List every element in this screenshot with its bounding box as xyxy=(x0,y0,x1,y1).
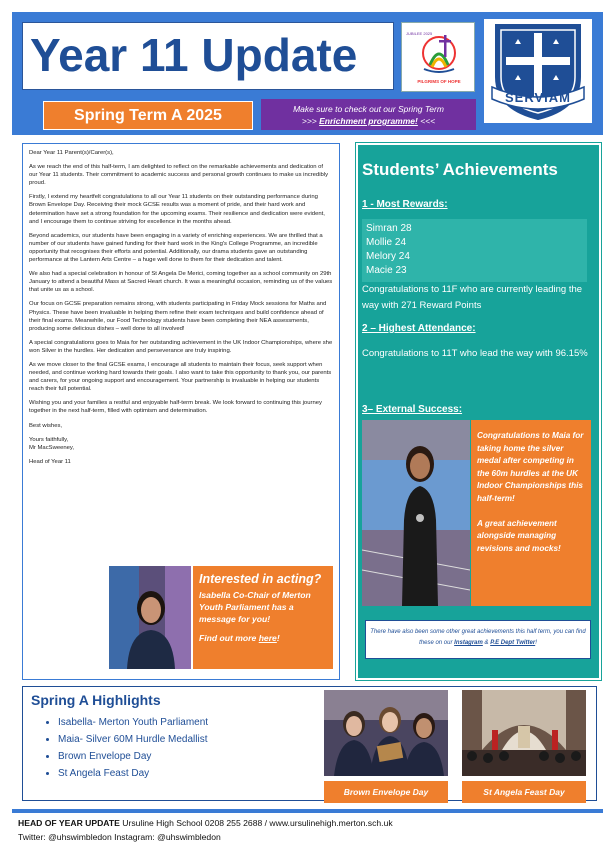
other-achievements-box xyxy=(365,620,591,659)
letter-paragraph: A special congratulations goes to Maia for her outstanding achievement in the UK Indoor Championships, where she won Silver in the hurdles. Her dedication and perseverance are truly inspiring. xyxy=(29,339,333,354)
letter-role: Head of Year 11 xyxy=(29,458,71,465)
other-end: ! xyxy=(535,640,537,646)
acting-cta: Find out more xyxy=(199,633,259,643)
school-crest xyxy=(484,19,592,123)
crest-motto: SERVIAM xyxy=(505,90,571,105)
reward-entry: Mollie 24 xyxy=(366,237,407,248)
footer-divider xyxy=(12,809,603,813)
maia-photo xyxy=(362,420,470,606)
enrichment-prefix: >>> xyxy=(301,116,320,126)
pilgrim-logo-year: JUBILEE 2025 xyxy=(406,31,433,36)
other-achievements-text: There have also been some other great achievements this half term, you can find these on our xyxy=(370,629,586,646)
highlight-item: • St Angela Feast Day xyxy=(58,765,208,782)
letter-yours: Yours faithfully, xyxy=(29,436,69,443)
st-angela-caption: St Angela Feast Day xyxy=(462,781,586,803)
reward-entry: Macie 23 xyxy=(366,265,407,276)
footer-social: Twitter: @uhswimbledon Instagram: @uhswimbledon xyxy=(18,832,221,842)
letter-paragraph: We also had a special celebration in honour of St Angela De Merici, coming together as a school community on 29th January to attend a beautiful Mass at Sacred Heart church. It was a meaningful occasion, reminding us of the values that unite us as a school. xyxy=(29,271,333,294)
reward-entry: Melory 24 xyxy=(366,251,410,262)
highlights-list xyxy=(46,714,208,782)
attendance-heading: 2 – Highest Attendance: xyxy=(362,323,476,334)
highlight-item: • Brown Envelope Day xyxy=(58,748,208,765)
achievements-title: Students’ Achievements xyxy=(362,160,558,179)
other-and: & xyxy=(482,640,491,646)
letter-paragraph: Beyond academics, our students have been engaging in a variety of enriching experiences. We are thrilled that a number of our students have gained funding for their hard work in the King's College Programme, an incredible opportunity that recognises their efforts and potential. Additionally, our drama students gave an outstanding performance at the Lantern Arts Centre – a huge well done to them for their dedication and talent. xyxy=(29,232,323,264)
footer xyxy=(18,816,393,844)
isabella-photo xyxy=(109,566,191,669)
maia-achievement: A great achievement alongside managing revisions and mocks! xyxy=(477,518,561,553)
brown-envelope-day-photo xyxy=(324,690,448,798)
maia-congrats: Congratulations to Maia for taking home the silver medal after competing in the 60m hurdles at the UK Indoor Championships this half-term! xyxy=(477,431,584,503)
letter-paragraph: Firstly, I extend my heartfelt congratulations to all our Year 11 students on their outstanding performance during Brown Envelope Day. Receiving their mock GCSE results was a moment of pride, and their hard work and determination have set a strong foundation for the upcoming exams. Their resilience and dedication were evident, and I encourage them to continue striving for excellence in the months ahead. xyxy=(29,194,325,225)
page-title: Year 11 Update xyxy=(30,29,358,81)
reward-entry: Simran 28 xyxy=(366,223,412,234)
acting-cta-end: ! xyxy=(276,633,280,643)
rewards-congrats: Congratulations to 11F who are currently leading the way with 271 Reward Points xyxy=(362,284,583,311)
highlights-title: Spring A Highlights xyxy=(31,692,161,708)
brown-envelope-caption: Brown Envelope Day xyxy=(324,781,448,803)
instagram-link[interactable]: Instagram xyxy=(454,640,483,646)
pilgrims-of-hope-logo xyxy=(401,22,475,92)
acting-heading: Interested in acting? xyxy=(199,572,322,586)
pe-twitter-link[interactable]: P.E Dept Twitter xyxy=(490,640,536,646)
rewards-list xyxy=(366,222,412,278)
maia-callout xyxy=(471,420,591,606)
enrichment-banner xyxy=(261,99,476,130)
acting-body: Isabella Co-Chair of Merton Youth Parliament has a message for you! xyxy=(199,590,311,624)
pilgrim-logo-caption: PILGRIMS OF HOPE xyxy=(417,79,461,84)
acting-here-link[interactable]: here xyxy=(258,633,277,643)
letter-signoff: Best wishes, xyxy=(29,422,63,429)
attendance-congrats: Congratulations to 11T who lead the way with 96.15% xyxy=(362,348,588,359)
st-angela-feast-photo xyxy=(462,690,586,798)
enrichment-link[interactable]: Enrichment programme! xyxy=(319,116,418,126)
letter-paragraph: As we reach the end of this half-term, I am delighted to reflect on the remarkable achievements and dedication of our Year 11 students. Their commitment to academic success and personal growth continues to make us incredibly proud. xyxy=(29,164,329,187)
highlight-item: • Isabella- Merton Youth Parliament xyxy=(58,714,208,731)
enrichment-text: Make sure to check out our Spring Term xyxy=(293,104,444,114)
most-rewards-heading: 1 - Most Rewards: xyxy=(362,199,448,210)
letter-name: Mr MacSweeney, xyxy=(29,444,75,451)
enrichment-suffix: <<< xyxy=(417,116,436,126)
footer-contact: Ursuline High School 0208 255 2688 / www.ursulinehigh.merton.sch.uk xyxy=(119,818,393,828)
highlight-item: • Maia- Silver 60M Hurdle Medallist xyxy=(58,731,208,748)
letter-paragraph: As we move closer to the final GCSE exams, I encourage all students to maintain their focus, seek support when needed, and continue working hard towards their goals. I also want to take this opportunity to thank you, our parents and carers, for your ongoing support and encouragement. Your partnership is invaluable in helping our students reach their full potential. xyxy=(29,361,332,393)
term-label: Spring Term A 2025 xyxy=(43,101,253,130)
external-success-heading: 3– External Success: xyxy=(362,404,463,415)
letter-paragraph: Wishing you and your families a restful and enjoyable half-term break. We look forward to continuing this journey together in the next half-term, filled with optimism and determination. xyxy=(29,400,322,415)
letter-greeting: Dear Year 11 Parent(s)/Carer(s), xyxy=(29,150,114,156)
letter-paragraph: Our focus on GCSE preparation remains strong, with students participating in Friday Mock sessions for Maths and Physics. These have been invaluable in helping them refine their exam techniques and build confidence ahead of their final exams. Meanwhile, our Food Technology students have been completing their NEA assessments, producing some delicious dishes – well done to all involved! xyxy=(29,301,327,332)
footer-title: HEAD OF YEAR UPDATE xyxy=(18,818,120,828)
acting-callout xyxy=(193,566,333,669)
